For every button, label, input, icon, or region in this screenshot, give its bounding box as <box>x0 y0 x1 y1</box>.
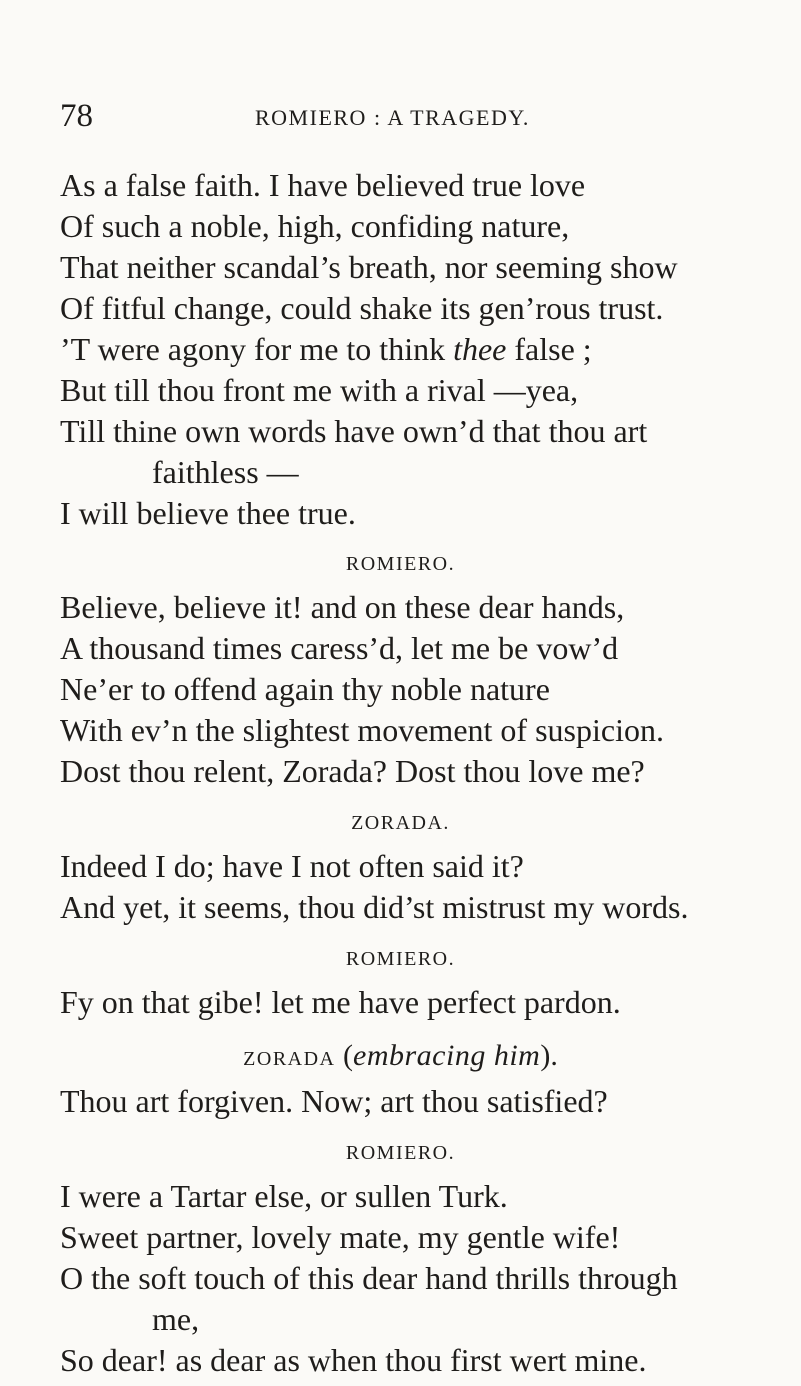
verse-line: And yet, it seems, thou did’st mistrust my words. <box>60 889 689 925</box>
verse-line: A thousand times caress’d, let me be vow’d <box>60 630 619 666</box>
verse-line-text: false ; <box>506 331 592 367</box>
speaker-name: ZORADA <box>243 1048 336 1070</box>
verse-line: Of fitful change, could shake its gen’rous trust. <box>60 290 664 326</box>
verse-line: With ev’n the slightest movement of suspicion. <box>60 712 664 748</box>
paren: ( <box>335 1039 354 1072</box>
verse-line: That neither scandal’s breath, nor seeming show <box>60 249 678 285</box>
speaker-name: ROMIERO. <box>345 948 456 970</box>
verse-line-continuation: me, <box>152 1301 200 1337</box>
stage-direction: embracing him <box>353 1039 541 1072</box>
verse-line-text: ’T were agony for me to think <box>60 331 454 367</box>
speaker-heading <box>0 1041 801 1074</box>
verse-line: Fy on that gibe! let me have perfect pardon. <box>60 984 621 1020</box>
verse-line: As a false faith. I have believed true love <box>60 167 586 203</box>
verse-line <box>60 329 592 369</box>
verse-line: Ne’er to offend again thy noble nature <box>60 671 550 707</box>
paren: ). <box>540 1039 558 1072</box>
verse-line: Thou art forgiven. Now; art thou satisfied? <box>60 1083 608 1119</box>
emphasized-word: thee <box>453 331 507 367</box>
verse-line-continuation: faithless — <box>152 454 299 490</box>
verse-line: Of such a noble, high, confiding nature, <box>60 208 570 244</box>
verse-line: I will believe thee true. <box>60 495 356 531</box>
speaker-name: ROMIERO. <box>345 553 456 575</box>
speaker-name: ROMIERO. <box>345 1142 456 1164</box>
verse-line: O the soft touch of this dear hand thrills through <box>60 1260 678 1296</box>
running-head <box>60 96 760 136</box>
running-title: ROMIERO : A TRAGEDY. <box>255 105 530 130</box>
verse-line: Believe, believe it! and on these dear hands, <box>60 589 625 625</box>
verse-line: Indeed I do; have I not often said it? <box>60 848 524 884</box>
verse-line: So dear! as dear as when thou first wert mine. <box>60 1342 647 1378</box>
page-number: 78 <box>60 98 93 134</box>
speaker-name: ZORADA. <box>351 812 450 834</box>
verse-line: Till thine own words have own’d that thou art <box>60 413 648 449</box>
verse-line: Dost thou relent, Zorada? Dost thou love me? <box>60 753 645 789</box>
verse-line: But till thou front me with a rival —yea, <box>60 372 579 408</box>
verse-line: Sweet partner, lovely mate, my gentle wife! <box>60 1219 621 1255</box>
verse-line: I were a Tartar else, or sullen Turk. <box>60 1178 508 1214</box>
